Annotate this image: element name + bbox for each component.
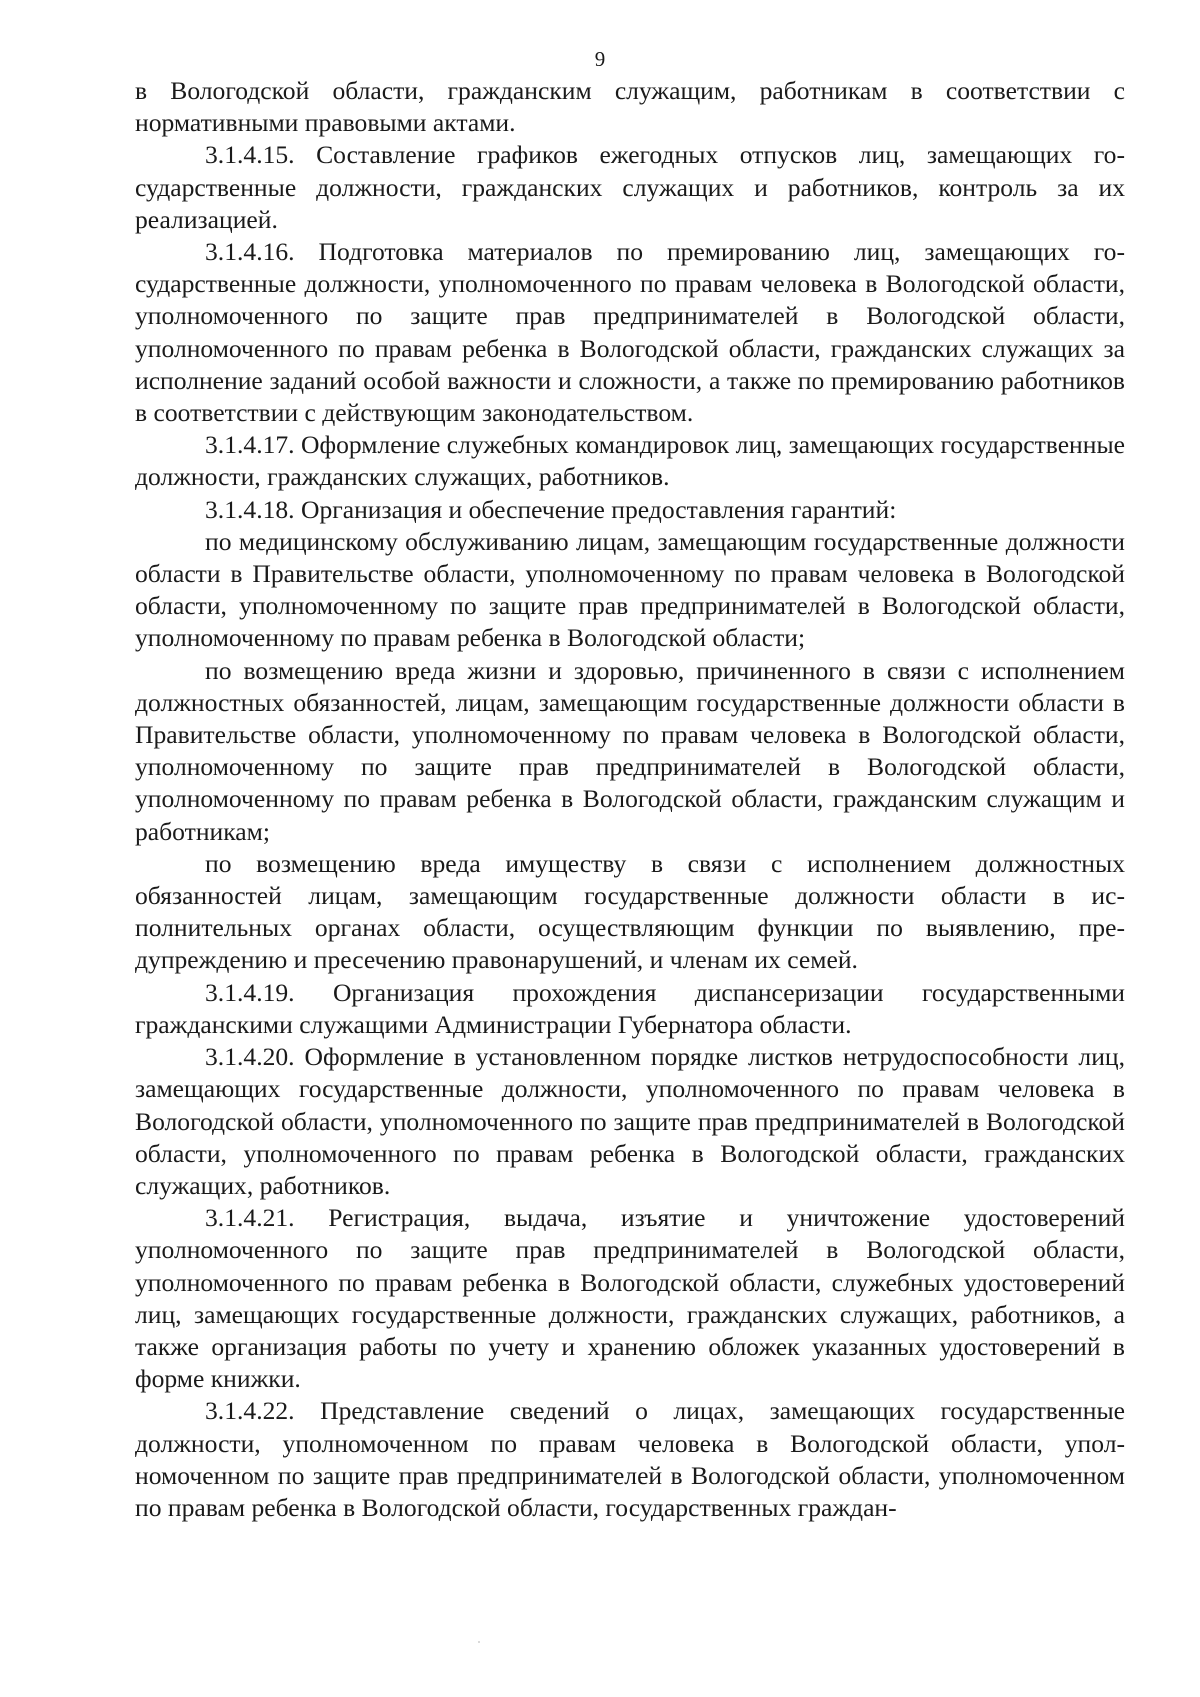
paragraph-3-1-4-20: 3.1.4.20. Оформление в установленном порядке листков нетрудоспособности лиц, замещающих государственные должности, уполномоченного по правам человека в Вологодской области, уполномоченного по защите прав предпринимателей в Вологодской области, уполномоченного по правам ребенка в Вологодской области, гражданских служащих, работников.	[135, 1042, 1125, 1200]
scan-artifact	[478, 1641, 480, 1643]
paragraph-3-1-4-15: 3.1.4.15. Составление графиков ежегодных отпусков лиц, замещающих государственные должности, гражданских служащих и работников, контроль за их реализацией.	[135, 140, 1125, 234]
paragraph-3-1-4-22: 3.1.4.22. Представление сведений о лицах, замещающих государственные должности, уполномоченном по правам человека в Вологодской области, уполномоченном по защите прав предпринимателей в Вологодской области, уполномоченном по правам ребенка в Вологодской области, государственных граждан-	[135, 1396, 1125, 1522]
paragraph-health-damage-guarantee: по возмещению вреда жизни и здоровью, причиненного в связи с исполнением должностных обязанностей, лицам, замещающим государственные должности области в Правительстве области, уполномоченному по правам человека в Вологодской области, уполномоченному по защите прав предпринимателей в Вологодской области, уполномоченному по правам ребенка в Вологодской области, гражданским служащим и работникам;	[135, 655, 1125, 846]
paragraph-3-1-4-19: 3.1.4.19. Организация прохождения диспансеризации государственными гражданскими служащими Администрации Губернатора области.	[135, 977, 1125, 1039]
paragraph-3-1-4-21: 3.1.4.21. Регистрация, выдача, изъятие и уничтожение удостоверений уполномоченного по защите прав предпринимателей в Вологодской области, уполномоченного по правам ребенка в Вологодской области, служебных удостоверений лиц, замещающих государственные должности, гражданских служащих, работников, а также организация работы по учету и хранению обложек указанных удостоверений в форме книжки.	[135, 1203, 1125, 1394]
paragraph-continuation: в Вологодской области, гражданским служащим, работникам в соответствии с нормативными правовыми актами.	[135, 76, 1125, 138]
paragraph-3-1-4-16: 3.1.4.16. Подготовка материалов по премированию лиц, замещающих государственные должности, уполномоченного по правам человека в Вологодской области, уполномоченного по защите прав предпринимателей в Вологодской области, уполномоченного по правам ребенка в Вологодской области, гражданских служащих за исполнение заданий особой важности и сложности, а также по премированию работников в соответствии с действующим законодательством.	[135, 237, 1125, 428]
page-number: 9	[594, 47, 606, 71]
paragraph-property-damage-guarantee: по возмещению вреда имуществу в связи с исполнением должностных обязанностей лицам, замещающим государственные должности области в исполнительных органах области, осуществляющим функции по выявлению, предупреждению и пресечению правонарушений, и членам их семей.	[135, 848, 1125, 975]
paragraph-3-1-4-17: 3.1.4.17. Оформление служебных командировок лиц, замещающих государственные должности, гражданских служащих, работников.	[135, 430, 1125, 492]
paragraph-medical-guarantee: по медицинскому обслуживанию лицам, замещающим государственные должности области в Правительстве области, уполномоченному по правам человека в Вологодской области, уполномоченному по защите прав предпринимателей в Вологодской области, уполномоченному по правам ребенка в Вологодской области;	[135, 526, 1125, 653]
document-body	[135, 75, 1125, 1524]
paragraph-3-1-4-18: 3.1.4.18. Организация и обеспечение предоставления гарантий:	[205, 494, 897, 524]
